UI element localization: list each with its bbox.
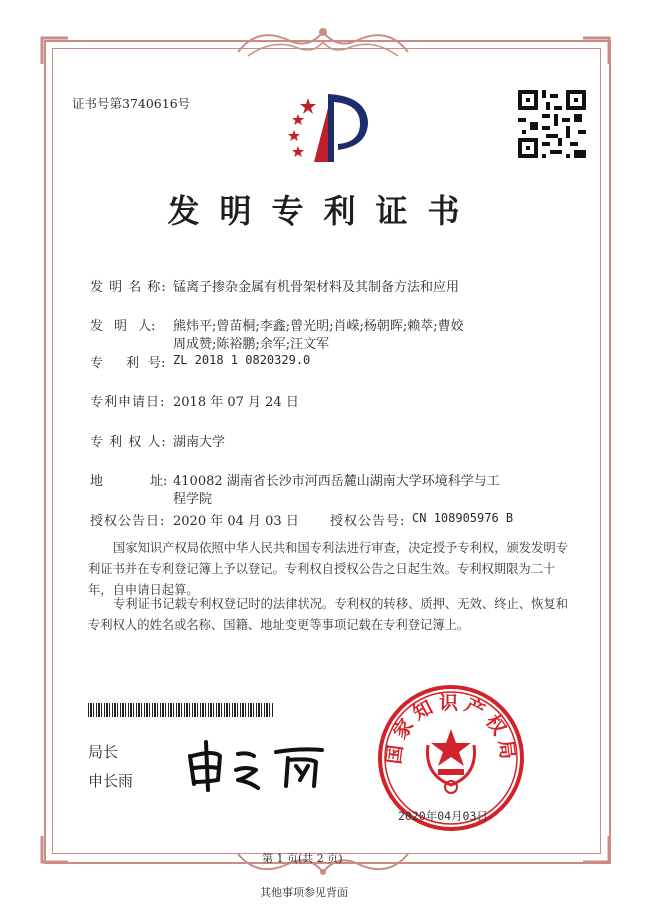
director-name: 申长雨	[88, 772, 134, 790]
svg-text:国家知识产权局: 国家知识产权局	[383, 692, 519, 766]
certificate-number: 证书号第3740616号	[72, 96, 191, 111]
grant-date: 2020 年 04 月 03 日	[173, 514, 299, 529]
patent-number-label: 专 利 号:	[90, 356, 166, 371]
grant-date-label: 授权公告日:	[90, 514, 166, 529]
grant-number: CN 108905976 B	[412, 511, 514, 525]
corner-ornament-bl	[40, 834, 70, 864]
address-line1: 410082 湖南省长沙市河西岳麓山湖南大学环境科学与工	[173, 474, 500, 489]
patentee-label: 专 利 权 人:	[90, 435, 167, 450]
patent-number: ZL 2018 1 0820329.0	[173, 353, 311, 367]
corner-ornament-tl	[40, 36, 70, 66]
invention-name-label: 发 明 名 称:	[90, 280, 167, 295]
page-indicator: 第 1 页(共 2 页)	[262, 852, 343, 865]
address-line2: 程学院	[173, 492, 213, 507]
inventor-label: 发 明 人:	[90, 319, 156, 334]
corner-ornament-tr	[581, 36, 611, 66]
grant-number-label: 授权公告号:	[330, 514, 406, 529]
corner-ornament-br	[581, 834, 611, 864]
seal-date: 2020年04月03日	[398, 809, 488, 823]
barcode	[88, 703, 274, 717]
patentee: 湖南大学	[173, 435, 226, 450]
legal-status-statement: 专利证书记载专利权登记时的法律状况。专利权的转移、质押、无效、终止、恢复和专利权人的姓名或名称、国籍、地址变更等事项记载在专利登记簿上。	[88, 597, 568, 632]
inventors-line1: 熊炜平;曾苗桐;李鑫;曾光明;肖嵘;杨朝晖;赖萃;曹姣	[173, 319, 464, 334]
inventors-line2: 周成赞;陈裕鹏;余军;汪文军	[173, 337, 330, 352]
invention-name: 锰离子掺杂金属有机骨架材料及其制备方法和应用	[173, 280, 460, 295]
director-signature	[184, 736, 334, 792]
filing-date-label: 专利申请日:	[90, 395, 166, 410]
director-title: 局长	[88, 743, 119, 761]
address-label: 地 址:	[90, 474, 168, 489]
footer-note: 其他事项参见背面	[260, 886, 348, 899]
qr-code	[518, 90, 586, 158]
patent-office-logo	[284, 88, 370, 166]
top-ornament	[228, 22, 418, 64]
grant-statement: 国家知识产权局依照中华人民共和国专利法进行审查，决定授予专利权，颁发发明专利证书并在专利登记簿上予以登记。专利权自授权公告之日起生效。专利权期限为二十年，自申请日起算。	[88, 541, 568, 597]
certificate-title: 发明专利证书	[167, 192, 480, 230]
filing-date: 2018 年 07 月 24 日	[173, 395, 299, 410]
